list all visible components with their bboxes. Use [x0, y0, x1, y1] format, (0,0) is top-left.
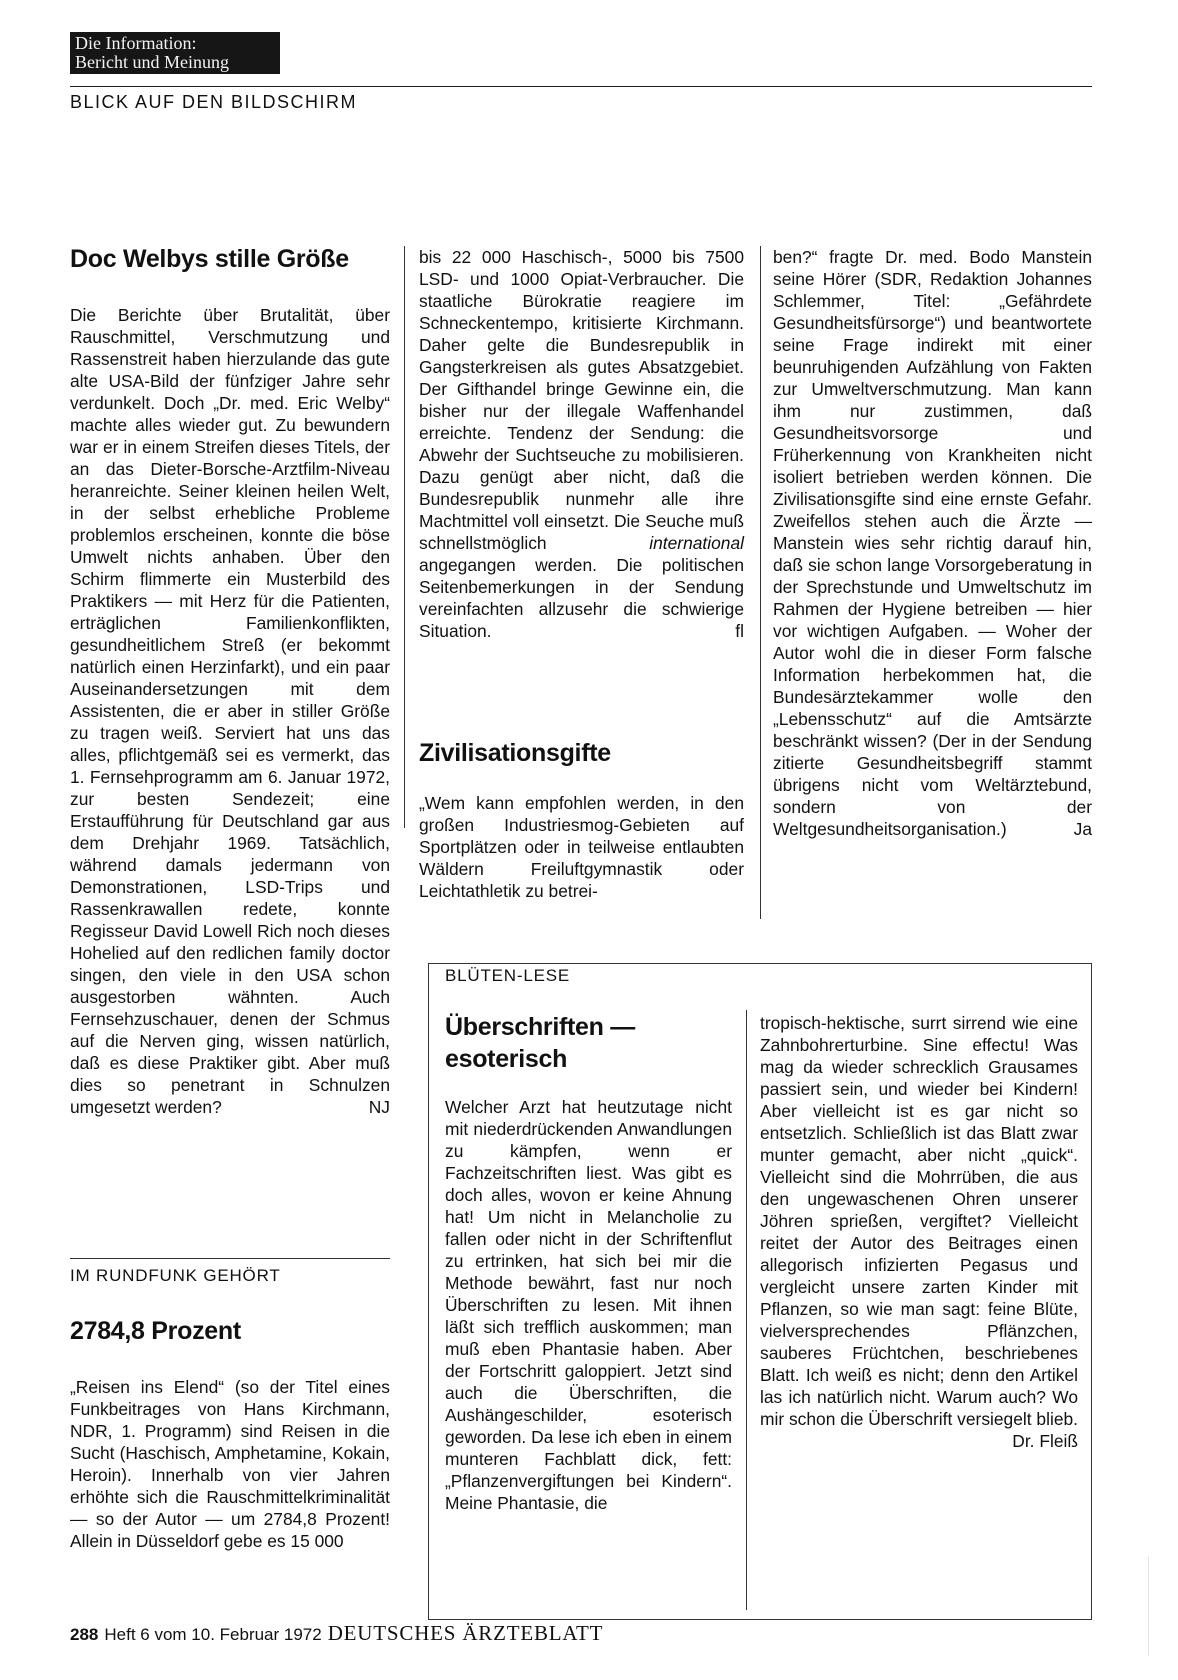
article-body-zivil-col3 [773, 246, 1092, 840]
journal-name: DEUTSCHES ÄRZTEBLATT [327, 1621, 604, 1645]
box-body-col2 [760, 1012, 1078, 1452]
box-title-line-2: esoterisch [445, 1045, 568, 1073]
kicker-bluetenlese: BLÜTEN-LESE [445, 966, 571, 985]
author-initials-zivil: Ja [1073, 819, 1092, 839]
author-initials-prozent: fl [735, 621, 744, 641]
column-divider-1 [404, 246, 405, 828]
article-body-welby [70, 304, 390, 1118]
column-divider-2 [760, 246, 761, 919]
box-text-part2: tropisch-hektische, surrt sirrend wie eine Zahnbohrerturbine. Sine effectu! Was mag da wieder schrecklich Grausames passiert sein, und wieder bei Kindern! Aber vielleicht ist es gar nicht so entsetzlich. Schließlich ist das Blatt zwar munter gemacht, aber nicht „quick“. Vielleicht sind die Mohrrüben, die aus den ungewaschenen Ohren unserer Jöhren sprießen, vergiftet? Vielleicht reitet der Autor des Beitrages einen allegorisch infizierten Pegasus und vergleicht unsere zarten Kinder mit Pflanzen, so wie man sagt: feine Blüte, vielversprechendes Pflänzchen, sauberes Früchtchen, beschriebenes Blatt. Ich weiß es nicht; denn den Artikel las ich natürlich nicht. Warum auch? Wo mir schon die Überschrift versiegelt blieb. [760, 1013, 1078, 1429]
header-rule [70, 86, 1092, 87]
publication-section-logo [70, 32, 280, 74]
kicker-rundfunk: IM RUNDFUNK GEHÖRT [70, 1266, 281, 1285]
article-text-welby: Die Berichte über Brutalität, über Rauschmittel, Verschmutzung und Rassenstreit haben hierzulande das gute alte USA-Bild der fünfziger Jahre sehr verdunkelt. Doch „Dr. med. Eric Welby“ machte alles wieder gut. Zu bewundern war er in einem Streifen dieses Titels, der an das Dieter-Borsche-Arztfilm-Niveau heranreichte. Seiner kleinen heilen Welt, in der selbst erhebliche Probleme problemlos erscheinen, konnte die böse Umwelt nichts anhaben. Über den Schirm flimmerte ein Musterbild des Praktikers — mit Herz für die Patienten, erträglichen Familienkonflikten, gesundheitlichem Streß (er bekommt natürlich einen Herzinfarkt), und ein paar Auseinandersetzungen mit dem Assistenten, die er aber in stiller Größe zu tragen weiß. Serviert hat uns das alles, pflichtgemäß sei es vermerkt, das 1. Fernsehprogramm am 6. Januar 1972, zur besten Sendezeit; eine Erstaufführung für Deutschland gar aus dem Drehjahr 1969. Tatsächlich, während damals jedermann von Demonstrationen, LSD-Trips und Rassenkrawallen redete, konnte Regisseur David Lowell Rich noch dieses Hohelied auf den redlichen family doctor singen, den viele in den USA schon ausgestorben wähnten. Auch Fernsehzuschauer, denen der Schmus auf die Nerven ging, wissen natürlich, daß es diese Praktiker gibt. Aber muß dies so penetrant in Schnulzen umgesetzt werden? [70, 305, 390, 1117]
article-body-prozent-col2 [419, 246, 744, 642]
box-author: Dr. Fleiß [1012, 1431, 1078, 1451]
brand-line-1: Die Information: [75, 33, 197, 53]
article-title-prozent: 2784,8 Prozent [70, 1317, 241, 1345]
article-text-zivil-part2: ben?“ fragte Dr. med. Bodo Manstein seine Hörer (SDR, Redaktion Johannes Schlemmer, Titel: „Gefährdete Gesundheitsfürsorge“) und beantwortete seine Frage indirekt mit einer beunruhigenden Aufzählung von Fakten zur Umweltverschmutzung. Man kann ihm nur zustimmen, daß Gesundheitsvorsorge und Früherkennung von Krankheiten nicht isoliert betrieben werden können. Die Zivilisationsgifte sind eine ernste Gefahr. Zweifellos stehen auch die Ärzte — Manstein wies sehr richtig darauf hin, daß sie schon lange Vorsorgeberatung in der Sprechstunde und Umweltschutz im Rahmen der Hygiene betreiben — hier vor wichtigen Aufgaben. — Woher der Autor wohl die in dieser Form falsche Information herbekommen hat, die Bundesärztekammer wolle den „Lebensschutz“ auf die Amtsärzte beschränkt wissen? (Der in der Sendung zitierte Gesundheitsbegriff stammt übrigens nicht vom Weltärztebund, sondern von der Weltgesundheitsorganisation.) [773, 247, 1092, 839]
article-text-prozent-part3: angegangen werden. Die politischen Seitenbemerkungen in der Sendung vereinfachten allzusehr die schwierige Situation. [419, 555, 744, 641]
kicker-rule-rundfunk [70, 1258, 390, 1259]
box-body-col1 [445, 1096, 732, 1514]
author-initials-welby: NJ [368, 1097, 390, 1117]
article-title-zivilisationsgifte: Zivilisationsgifte [419, 739, 611, 767]
article-body-prozent-col1 [70, 1376, 390, 1552]
emphasis-international: international [649, 533, 744, 553]
section-label: BLICK AUF DEN BILDSCHIRM [70, 92, 358, 112]
box-title-line-1: Überschriften — [445, 1013, 635, 1041]
article-text-prozent-part1: „Reisen ins Elend“ (so der Titel eines Funkbeitrages von Hans Kirchmann, NDR, 1. Programm) sind Reisen in die Sucht (Haschisch, Amphetamine, Kokain, Heroin). Innerhalb von vier Jahren erhöhte sich die Rauschmittelkriminalität — so der Autor — um 2784,8 Prozent! Allein in Düsseldorf gebe es 15 000 [70, 1377, 390, 1551]
article-text-prozent-part2: bis 22 000 Haschisch-, 5000 bis 7500 LSD- und 1000 Opiat-Verbraucher. Die staatliche Bürokratie reagiere im Schneckentempo, kritisierte Kirchmann. Daher gelte die Bundesrepublik in Gangsterkreisen als gutes Absatzgebiet. Der Gifthandel bringe Gewinne ein, die bisher nur der illegale Waffenhandel erreichte. Tendenz der Sendung: die Abwehr der Suchtseuche zu mobilisieren. Dazu genügt aber nicht, daß die Bundesrepublik nunmehr alle ihre Machtmittel voll einsetzt. Die Seuche muß schnellstmöglich [419, 247, 744, 553]
article-text-zivil-part1: „Wem kann empfohlen werden, in den großen Industriesmog-Gebieten auf Sportplätzen oder in teilweise entlaubten Wäldern Freiluftgymnastik oder Leichtathletik zu betrei- [419, 793, 744, 901]
page-number: 288 [70, 1625, 99, 1644]
box-text-part1: Welcher Arzt hat heutzutage nicht mit niederdrückenden Anwandlungen zu kämpfen, wenn er Fachzeitschriften liest. Was gibt es doch alles, wovon er keine Ahnung hat! Um nicht in Melancholie zu fallen oder nicht in der Schriftenflut zu ertrinken, hat sich bei mir die Methode bewährt, fast nur noch Überschriften zu lesen. Mit ihnen läßt sich trefflich auskommen; man muß eben Phantasie haben. Aber der Fortschritt galoppiert. Jetzt sind auch die Überschriften, die Aushängeschilder, esoterisch geworden. Da lese ich eben in einem munteren Fachblatt dick, fett: „Pflanzenvergiftungen bei Kindern“. Meine Phantasie, die [445, 1097, 732, 1513]
article-body-zivil-col2 [419, 792, 744, 902]
page-footer [70, 1622, 603, 1646]
scan-edge-mark [1148, 1556, 1149, 1656]
brand-line-2: Bericht und Meinung [75, 52, 229, 72]
box-column-divider [746, 1010, 747, 1610]
article-title-welby: Doc Welbys stille Größe [70, 245, 349, 273]
issue-info: Heft 6 vom 10. Februar 1972 [104, 1625, 322, 1644]
